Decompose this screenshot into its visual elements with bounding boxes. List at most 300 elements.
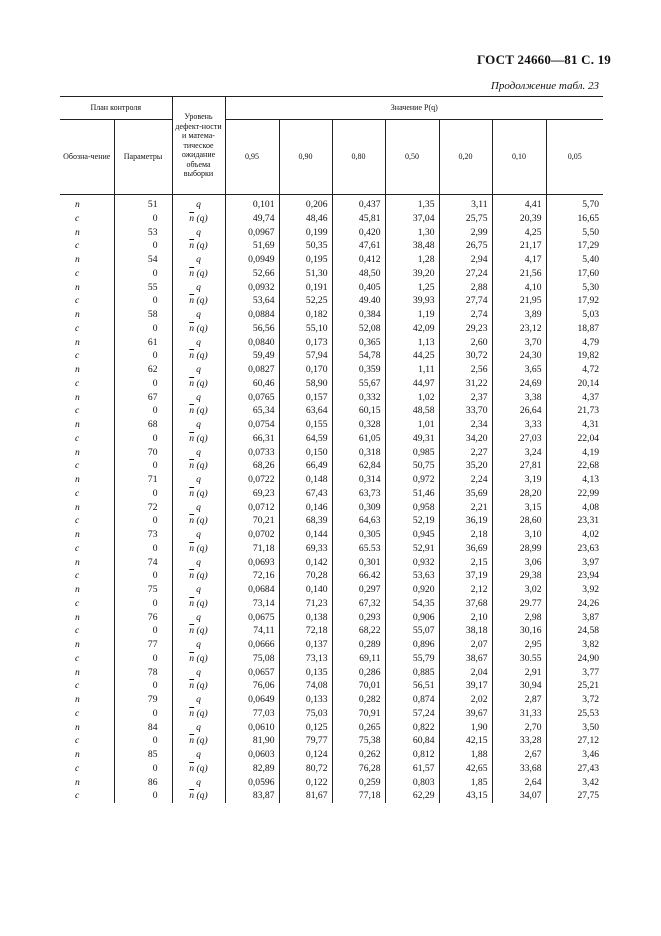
cell-value: 55,79 bbox=[385, 652, 439, 666]
cell-value: 0,932 bbox=[385, 556, 439, 570]
cell-value: 0,142 bbox=[279, 556, 332, 570]
cell-value: 0,0932 bbox=[225, 281, 279, 295]
cell-value: 4,08 bbox=[546, 501, 603, 515]
cell-parameter: 0 bbox=[114, 707, 172, 721]
cell-parameter: 0 bbox=[114, 679, 172, 693]
cell-value: 24,58 bbox=[546, 624, 603, 638]
cell-value: 66,49 bbox=[279, 459, 332, 473]
cell-value: 65,34 bbox=[225, 404, 279, 418]
table-row bbox=[60, 308, 603, 322]
table-header bbox=[60, 97, 603, 195]
cell-value: 38,48 bbox=[385, 239, 439, 253]
table-row bbox=[60, 322, 603, 336]
cell-value: 0,146 bbox=[279, 501, 332, 515]
cell-designation: n bbox=[75, 776, 80, 788]
cell-value: 67,43 bbox=[279, 487, 332, 501]
cell-parameter: 0 bbox=[114, 652, 172, 666]
cell-value: 0,359 bbox=[332, 363, 385, 377]
cell-value: 51,30 bbox=[279, 267, 332, 281]
cell-value: 0,182 bbox=[279, 308, 332, 322]
cell-value: 5,50 bbox=[546, 226, 603, 240]
cell-parameter: 0 bbox=[114, 542, 172, 556]
cell-value: 23,31 bbox=[546, 514, 603, 528]
page-title: ГОСТ 24660—81 С. 19 bbox=[477, 52, 611, 67]
table-row bbox=[60, 652, 603, 666]
cell-value: 42,15 bbox=[439, 734, 492, 748]
cell-level: $\overline{n}$ (q) bbox=[172, 294, 225, 308]
cell-value: 0,286 bbox=[332, 666, 385, 680]
cell-value: 0,384 bbox=[332, 308, 385, 322]
cell-designation: c bbox=[75, 295, 80, 307]
cell-designation: c bbox=[75, 597, 80, 609]
cell-designation: c bbox=[75, 570, 80, 582]
cell-value: 3,87 bbox=[546, 611, 603, 625]
cell-level: q bbox=[172, 446, 225, 460]
cell-value: 1,19 bbox=[385, 308, 439, 322]
cell-value: 1,02 bbox=[385, 391, 439, 405]
cell-level: q bbox=[172, 473, 225, 487]
cell-value: 0,0596 bbox=[225, 776, 279, 790]
cell-value: 1,88 bbox=[439, 748, 492, 762]
header-p-value: 0,20 bbox=[439, 120, 492, 195]
cell-value: 0,155 bbox=[279, 418, 332, 432]
cell-value: 4,37 bbox=[546, 391, 603, 405]
cell-value: 27,81 bbox=[492, 459, 546, 473]
cell-value: 3,33 bbox=[492, 418, 546, 432]
cell-value: 2,74 bbox=[439, 308, 492, 322]
cell-value: 33,68 bbox=[492, 762, 546, 776]
cell-value: 30,16 bbox=[492, 624, 546, 638]
cell-value: 24,69 bbox=[492, 377, 546, 391]
cell-parameter: 0 bbox=[114, 514, 172, 528]
cell-level: q bbox=[172, 776, 225, 790]
cell-value: 0,148 bbox=[279, 473, 332, 487]
cell-value: 3,42 bbox=[546, 776, 603, 790]
header-level: Уровень дефект-ности и матема-тическое ожидание объема выборки bbox=[172, 97, 225, 195]
cell-level: $\overline{n}$ (q) bbox=[172, 212, 225, 226]
cell-level: $\overline{n}$ (q) bbox=[172, 432, 225, 446]
cell-value: 62,84 bbox=[332, 459, 385, 473]
cell-value: 2,98 bbox=[492, 611, 546, 625]
cell-value: 0,0733 bbox=[225, 446, 279, 460]
cell-value: 50,35 bbox=[279, 239, 332, 253]
table-row bbox=[60, 569, 603, 583]
cell-level: q bbox=[172, 501, 225, 515]
cell-value: 83,87 bbox=[225, 789, 279, 803]
cell-value: 36,69 bbox=[439, 542, 492, 556]
header-p-value: 0,50 bbox=[385, 120, 439, 195]
cell-level: $\overline{n}$ (q) bbox=[172, 377, 225, 391]
cell-value: 59,49 bbox=[225, 349, 279, 363]
cell-value: 3,89 bbox=[492, 308, 546, 322]
table-continuation-label: Продолжение табл. 23 bbox=[490, 80, 599, 92]
cell-level: $\overline{n}$ (q) bbox=[172, 514, 225, 528]
data-table-container bbox=[60, 96, 603, 803]
cell-value: 27,43 bbox=[546, 762, 603, 776]
cell-value: 26,64 bbox=[492, 404, 546, 418]
cell-value: 25,21 bbox=[546, 679, 603, 693]
cell-designation: n bbox=[75, 226, 80, 238]
table-row bbox=[60, 611, 603, 625]
cell-parameter: 75 bbox=[114, 583, 172, 597]
cell-parameter: 0 bbox=[114, 404, 172, 418]
cell-value: 0,405 bbox=[332, 281, 385, 295]
cell-value: 27,74 bbox=[439, 294, 492, 308]
cell-level: $\overline{n}$ (q) bbox=[172, 404, 225, 418]
cell-parameter: 61 bbox=[114, 336, 172, 350]
cell-designation: n bbox=[75, 364, 80, 375]
cell-value: 33,70 bbox=[439, 404, 492, 418]
cell-designation: n bbox=[75, 556, 80, 568]
cell-value: 20,14 bbox=[546, 377, 603, 391]
cell-value: 73,13 bbox=[279, 652, 332, 666]
cell-value: 58,90 bbox=[279, 377, 332, 391]
header-value: Значение P(q) bbox=[225, 97, 603, 120]
cell-value: 2,67 bbox=[492, 748, 546, 762]
cell-value: 0,0884 bbox=[225, 308, 279, 322]
cell-value: 51,46 bbox=[385, 487, 439, 501]
cell-value: 54,78 bbox=[332, 349, 385, 363]
cell-value: 1,11 bbox=[385, 363, 439, 377]
cell-designation: n bbox=[75, 391, 80, 403]
cell-value: 39,93 bbox=[385, 294, 439, 308]
cell-value: 0,822 bbox=[385, 721, 439, 735]
cell-value: 62,29 bbox=[385, 789, 439, 803]
cell-value: 0,0754 bbox=[225, 418, 279, 432]
table-row bbox=[60, 789, 603, 803]
cell-designation: c bbox=[75, 240, 80, 252]
cell-parameter: 0 bbox=[114, 597, 172, 611]
cell-value: 21,17 bbox=[492, 239, 546, 253]
cell-value: 0,885 bbox=[385, 666, 439, 680]
cell-value: 38,67 bbox=[439, 652, 492, 666]
cell-value: 70,91 bbox=[332, 707, 385, 721]
cell-value: 21,95 bbox=[492, 294, 546, 308]
cell-value: 36,19 bbox=[439, 514, 492, 528]
cell-designation: n bbox=[75, 639, 80, 650]
cell-value: 0,437 bbox=[332, 195, 385, 212]
cell-value: 2,04 bbox=[439, 666, 492, 680]
cell-designation: n bbox=[75, 309, 80, 320]
cell-parameter: 67 bbox=[114, 391, 172, 405]
table-row bbox=[60, 363, 603, 377]
cell-parameter: 0 bbox=[114, 432, 172, 446]
table-row bbox=[60, 556, 603, 570]
cell-value: 1,85 bbox=[439, 776, 492, 790]
cell-level: q bbox=[172, 583, 225, 597]
table-row bbox=[60, 226, 603, 240]
cell-value: 0,0603 bbox=[225, 748, 279, 762]
cell-value: 0,309 bbox=[332, 501, 385, 515]
cell-value: 2,37 bbox=[439, 391, 492, 405]
cell-parameter: 53 bbox=[114, 226, 172, 240]
cell-value: 5,03 bbox=[546, 308, 603, 322]
cell-parameter: 0 bbox=[114, 294, 172, 308]
table-row bbox=[60, 267, 603, 281]
cell-level: q bbox=[172, 308, 225, 322]
cell-level: $\overline{n}$ (q) bbox=[172, 597, 225, 611]
cell-value: 60,84 bbox=[385, 734, 439, 748]
cell-value: 4,79 bbox=[546, 336, 603, 350]
cell-value: 0,101 bbox=[225, 195, 279, 212]
cell-value: 0,125 bbox=[279, 721, 332, 735]
table-row bbox=[60, 666, 603, 680]
cell-value: 27,75 bbox=[546, 789, 603, 803]
cell-value: 0,138 bbox=[279, 611, 332, 625]
cell-value: 0,0649 bbox=[225, 693, 279, 707]
cell-value: 17,29 bbox=[546, 239, 603, 253]
cell-designation: n bbox=[75, 419, 80, 430]
cell-value: 5,30 bbox=[546, 281, 603, 295]
cell-value: 17,92 bbox=[546, 294, 603, 308]
cell-value: 0,314 bbox=[332, 473, 385, 487]
cell-level: $\overline{n}$ (q) bbox=[172, 762, 225, 776]
cell-level: q bbox=[172, 363, 225, 377]
cell-parameter: 72 bbox=[114, 501, 172, 515]
cell-value: 71,18 bbox=[225, 542, 279, 556]
cell-value: 24,90 bbox=[546, 652, 603, 666]
cell-value: 3,46 bbox=[546, 748, 603, 762]
cell-value: 21,73 bbox=[546, 404, 603, 418]
cell-value: 0,140 bbox=[279, 583, 332, 597]
table-row bbox=[60, 432, 603, 446]
cell-value: 52,25 bbox=[279, 294, 332, 308]
cell-value: 3,82 bbox=[546, 638, 603, 652]
cell-value: 22,99 bbox=[546, 487, 603, 501]
cell-designation: n bbox=[75, 721, 80, 733]
cell-value: 29,38 bbox=[492, 569, 546, 583]
cell-value: 3,06 bbox=[492, 556, 546, 570]
cell-value: 79,77 bbox=[279, 734, 332, 748]
cell-parameter: 73 bbox=[114, 528, 172, 542]
cell-value: 31,22 bbox=[439, 377, 492, 391]
cell-parameter: 76 bbox=[114, 611, 172, 625]
cell-value: 39,67 bbox=[439, 707, 492, 721]
cell-value: 2,24 bbox=[439, 473, 492, 487]
cell-value: 48,50 bbox=[332, 267, 385, 281]
cell-value: 53,64 bbox=[225, 294, 279, 308]
cell-level: q bbox=[172, 391, 225, 405]
cell-designation: c bbox=[75, 405, 80, 417]
cell-value: 54,35 bbox=[385, 597, 439, 611]
table-row bbox=[60, 762, 603, 776]
cell-value: 23,63 bbox=[546, 542, 603, 556]
cell-value: 0,191 bbox=[279, 281, 332, 295]
cell-value: 0,328 bbox=[332, 418, 385, 432]
cell-parameter: 54 bbox=[114, 253, 172, 267]
cell-value: 0,282 bbox=[332, 693, 385, 707]
cell-designation: c bbox=[75, 267, 80, 279]
cell-value: 2,91 bbox=[492, 666, 546, 680]
cell-level: $\overline{n}$ (q) bbox=[172, 322, 225, 336]
data-table bbox=[60, 96, 603, 803]
cell-value: 67,32 bbox=[332, 597, 385, 611]
cell-parameter: 0 bbox=[114, 734, 172, 748]
cell-designation: c bbox=[75, 350, 80, 362]
cell-value: 53,63 bbox=[385, 569, 439, 583]
table-row bbox=[60, 528, 603, 542]
table-row bbox=[60, 679, 603, 693]
cell-value: 34,20 bbox=[439, 432, 492, 446]
cell-value: 1,25 bbox=[385, 281, 439, 295]
cell-value: 3,77 bbox=[546, 666, 603, 680]
cell-value: 0,135 bbox=[279, 666, 332, 680]
cell-value: 2,18 bbox=[439, 528, 492, 542]
cell-value: 0,0827 bbox=[225, 363, 279, 377]
table-row bbox=[60, 473, 603, 487]
cell-level: $\overline{n}$ (q) bbox=[172, 789, 225, 803]
cell-value: 69,23 bbox=[225, 487, 279, 501]
cell-value: 28,20 bbox=[492, 487, 546, 501]
cell-parameter: 0 bbox=[114, 239, 172, 253]
cell-value: 3,38 bbox=[492, 391, 546, 405]
cell-value: 2,70 bbox=[492, 721, 546, 735]
cell-value: 0,297 bbox=[332, 583, 385, 597]
cell-level: $\overline{n}$ (q) bbox=[172, 487, 225, 501]
cell-value: 42,09 bbox=[385, 322, 439, 336]
cell-value: 17,60 bbox=[546, 267, 603, 281]
cell-value: 20,39 bbox=[492, 212, 546, 226]
cell-value: 55,10 bbox=[279, 322, 332, 336]
cell-value: 75,03 bbox=[279, 707, 332, 721]
cell-value: 2,27 bbox=[439, 446, 492, 460]
cell-designation: n bbox=[75, 749, 80, 760]
cell-value: 64,59 bbox=[279, 432, 332, 446]
cell-designation: n bbox=[75, 474, 80, 485]
cell-value: 56,51 bbox=[385, 679, 439, 693]
header-p-value: 0,10 bbox=[492, 120, 546, 195]
cell-value: 57,94 bbox=[279, 349, 332, 363]
cell-level: q bbox=[172, 611, 225, 625]
cell-value: 0,985 bbox=[385, 446, 439, 460]
cell-value: 3,19 bbox=[492, 473, 546, 487]
cell-value: 66.42 bbox=[332, 569, 385, 583]
cell-value: 48,46 bbox=[279, 212, 332, 226]
cell-designation: c bbox=[75, 460, 80, 472]
cell-value: 48,58 bbox=[385, 404, 439, 418]
cell-value: 28,99 bbox=[492, 542, 546, 556]
cell-value: 57,24 bbox=[385, 707, 439, 721]
cell-parameter: 0 bbox=[114, 762, 172, 776]
cell-value: 60,15 bbox=[332, 404, 385, 418]
cell-level: $\overline{n}$ (q) bbox=[172, 459, 225, 473]
cell-value: 68,22 bbox=[332, 624, 385, 638]
cell-value: 76,06 bbox=[225, 679, 279, 693]
cell-value: 2,12 bbox=[439, 583, 492, 597]
cell-value: 0,420 bbox=[332, 226, 385, 240]
cell-value: 25,53 bbox=[546, 707, 603, 721]
cell-value: 0,173 bbox=[279, 336, 332, 350]
header-p-value: 0,05 bbox=[546, 120, 603, 195]
table-row bbox=[60, 583, 603, 597]
table-row bbox=[60, 748, 603, 762]
cell-value: 2,95 bbox=[492, 638, 546, 652]
cell-value: 0,0610 bbox=[225, 721, 279, 735]
cell-value: 0,170 bbox=[279, 363, 332, 377]
cell-value: 0,958 bbox=[385, 501, 439, 515]
header-parameters: Параметры bbox=[114, 120, 172, 195]
table-row bbox=[60, 721, 603, 735]
cell-value: 4,19 bbox=[546, 446, 603, 460]
cell-value: 76,28 bbox=[332, 762, 385, 776]
table-row bbox=[60, 212, 603, 226]
table-row bbox=[60, 638, 603, 652]
cell-value: 24,26 bbox=[546, 597, 603, 611]
cell-value: 1,13 bbox=[385, 336, 439, 350]
cell-value: 61,05 bbox=[332, 432, 385, 446]
cell-parameter: 68 bbox=[114, 418, 172, 432]
cell-value: 63,64 bbox=[279, 404, 332, 418]
cell-level: q bbox=[172, 418, 225, 432]
cell-designation: n bbox=[75, 199, 80, 210]
table-row bbox=[60, 734, 603, 748]
cell-designation: n bbox=[75, 336, 80, 348]
cell-value: 0,133 bbox=[279, 693, 332, 707]
cell-level: $\overline{n}$ (q) bbox=[172, 349, 225, 363]
cell-value: 25,75 bbox=[439, 212, 492, 226]
cell-value: 23,12 bbox=[492, 322, 546, 336]
header-p-value: 0,95 bbox=[225, 120, 279, 195]
cell-value: 30,72 bbox=[439, 349, 492, 363]
table-row bbox=[60, 195, 603, 212]
cell-parameter: 58 bbox=[114, 308, 172, 322]
cell-value: 1,30 bbox=[385, 226, 439, 240]
cell-value: 0,0840 bbox=[225, 336, 279, 350]
cell-designation: n bbox=[75, 529, 80, 540]
table-row bbox=[60, 514, 603, 528]
table-row bbox=[60, 336, 603, 350]
cell-value: 2,60 bbox=[439, 336, 492, 350]
cell-value: 82,89 bbox=[225, 762, 279, 776]
cell-value: 5,70 bbox=[546, 195, 603, 212]
cell-value: 26,75 bbox=[439, 239, 492, 253]
cell-value: 3,50 bbox=[546, 721, 603, 735]
cell-value: 70,01 bbox=[332, 679, 385, 693]
cell-designation: c bbox=[75, 322, 80, 334]
cell-parameter: 0 bbox=[114, 459, 172, 473]
cell-level: q bbox=[172, 226, 225, 240]
cell-level: q bbox=[172, 693, 225, 707]
header-designation: Обозна-чение bbox=[63, 152, 111, 162]
cell-value: 0,0693 bbox=[225, 556, 279, 570]
cell-designation: n bbox=[75, 584, 80, 595]
cell-value: 19,82 bbox=[546, 349, 603, 363]
cell-parameter: 74 bbox=[114, 556, 172, 570]
cell-value: 37,04 bbox=[385, 212, 439, 226]
cell-value: 30.55 bbox=[492, 652, 546, 666]
table-row bbox=[60, 253, 603, 267]
cell-value: 0,0722 bbox=[225, 473, 279, 487]
cell-value: 39,17 bbox=[439, 679, 492, 693]
cell-value: 30,94 bbox=[492, 679, 546, 693]
cell-value: 37,19 bbox=[439, 569, 492, 583]
cell-value: 4,02 bbox=[546, 528, 603, 542]
cell-parameter: 0 bbox=[114, 569, 172, 583]
header-plan: План контроля bbox=[60, 97, 172, 120]
cell-value: 37,68 bbox=[439, 597, 492, 611]
table-row bbox=[60, 281, 603, 295]
cell-value: 1,35 bbox=[385, 195, 439, 212]
cell-value: 4,13 bbox=[546, 473, 603, 487]
table-row bbox=[60, 418, 603, 432]
cell-value: 72,16 bbox=[225, 569, 279, 583]
cell-designation: c bbox=[75, 542, 80, 554]
cell-value: 0,124 bbox=[279, 748, 332, 762]
cell-value: 0,157 bbox=[279, 391, 332, 405]
cell-value: 44,97 bbox=[385, 377, 439, 391]
cell-value: 4,72 bbox=[546, 363, 603, 377]
cell-parameter: 0 bbox=[114, 349, 172, 363]
